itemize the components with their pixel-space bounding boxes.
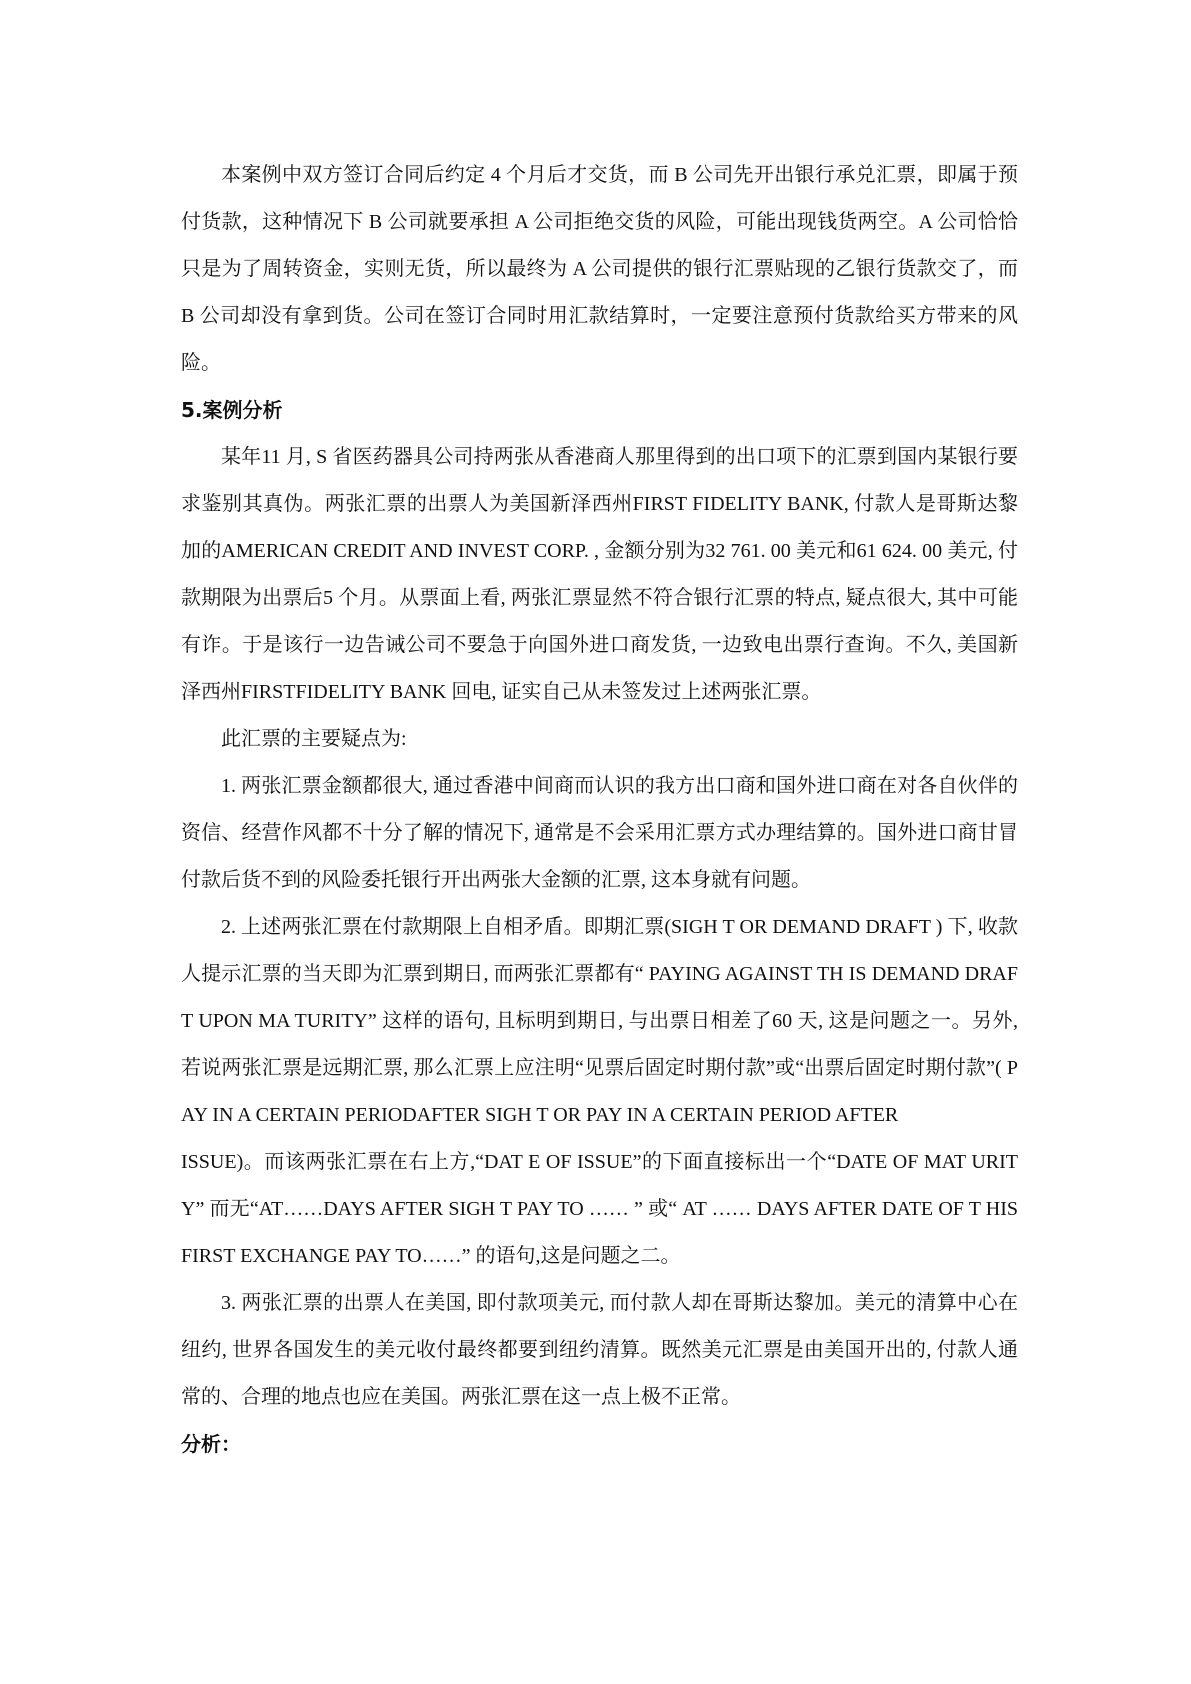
section-heading-case-analysis: 5.案例分析: [181, 398, 283, 422]
document-body: [181, 152, 1018, 1468]
paragraph-doubt-3: 3. 两张汇票的出票人在美国, 即付款项美元, 而付款人却在哥斯达黎加。美元的清算中心在纽约, 世界各国发生的美元收付最终都要到纽约清算。既然美元汇票是由美国开出的, 付款人通常的、合理的地点也应在美国。两张汇票在这一点上极不正常。: [181, 1292, 1018, 1408]
paragraph-case-description: 某年11 月, S 省医药器具公司持两张从香港商人那里得到的出口项下的汇票到国内某银行要求鉴别其真伪。两张汇票的出票人为美国新泽西州FIRST FIDELITY BANK, 付款人是哥斯达黎加的AMERICAN CREDIT AND INVEST CORP. , 金额分别为32 761. 00 美元和61 624. 00 美元, 付款期限为出票后5 个月。从票面上看, 两张汇票显然不符合银行汇票的特点, 疑点很大, 其中可能有诈。于是该行一边告诫公司不要急于向国外进口商发货, 一边致电出票行查询。不久, 美国新泽西州FIRSTFIDELITY BANK 回电, 证实自己从未签发过上述两张汇票。: [181, 446, 1018, 703]
paragraph-prepayment-risk: 本案例中双方签订合同后约定 4 个月后才交货，而 B 公司先开出银行承兑汇票，即属于预付货款，这种情况下 B 公司就要承担 A 公司拒绝交货的风险，可能出现钱货两空。A 公司恰恰只是为了周转资金，实则无货，所以最终为 A 公司提供的银行汇票贴现的乙银行货款交了，而 B 公司却没有拿到货。公司在签订合同时用汇款结算时，一定要注意预付货款给买方带来的风险。: [181, 164, 1018, 374]
paragraph-doubts-intro: 此汇票的主要疑点为:: [221, 728, 407, 750]
section-heading-analysis: 分析：: [181, 1432, 241, 1456]
paragraph-doubt-1: 1. 两张汇票金额都很大, 通过香港中间商而认识的我方出口商和国外进口商在对各自伙伴的资信、经营作风都不十分了解的情况下, 通常是不会采用汇票方式办理结算的。国外进口商甘冒付款后货不到的风险委托银行开出两张大金额的汇票, 这本身就有问题。: [181, 775, 1018, 891]
paragraph-doubt-2: 2. 上述两张汇票在付款期限上自相矛盾。即期汇票(SIGH T OR DEMAND DRAFT ) 下, 收款人提示汇票的当天即为汇票到期日, 而两张汇票都有“ PAYING AGAINST TH IS DEMAND DRAFT UPON MA TURITY” 这样的语句, 且标明到期日, 与出票日相差了60 天, 这是问题之一。另外, 若说两张汇票是远期汇票, 那么汇票上应注明“见票后固定时期付款”或“出票后固定时期付款”( PAY IN A CERTAIN PERIODAFTER SIGH T OR PAY IN A CERTAIN PERIOD AFTER: [181, 916, 1018, 1126]
paragraph-doubt-2-continued: ISSUE)。而该两张汇票在右上方,“DAT E OF ISSUE”的下面直接标出一个“DATE OF MAT URITY” 而无“AT……DAYS AFTER SIGH T PAY TO …… ” 或“ AT …… DAYS AFTER DATE OF T HIS FIRST EXCHANGE PAY TO……” 的语句,这是问题之二。: [181, 1151, 1018, 1267]
